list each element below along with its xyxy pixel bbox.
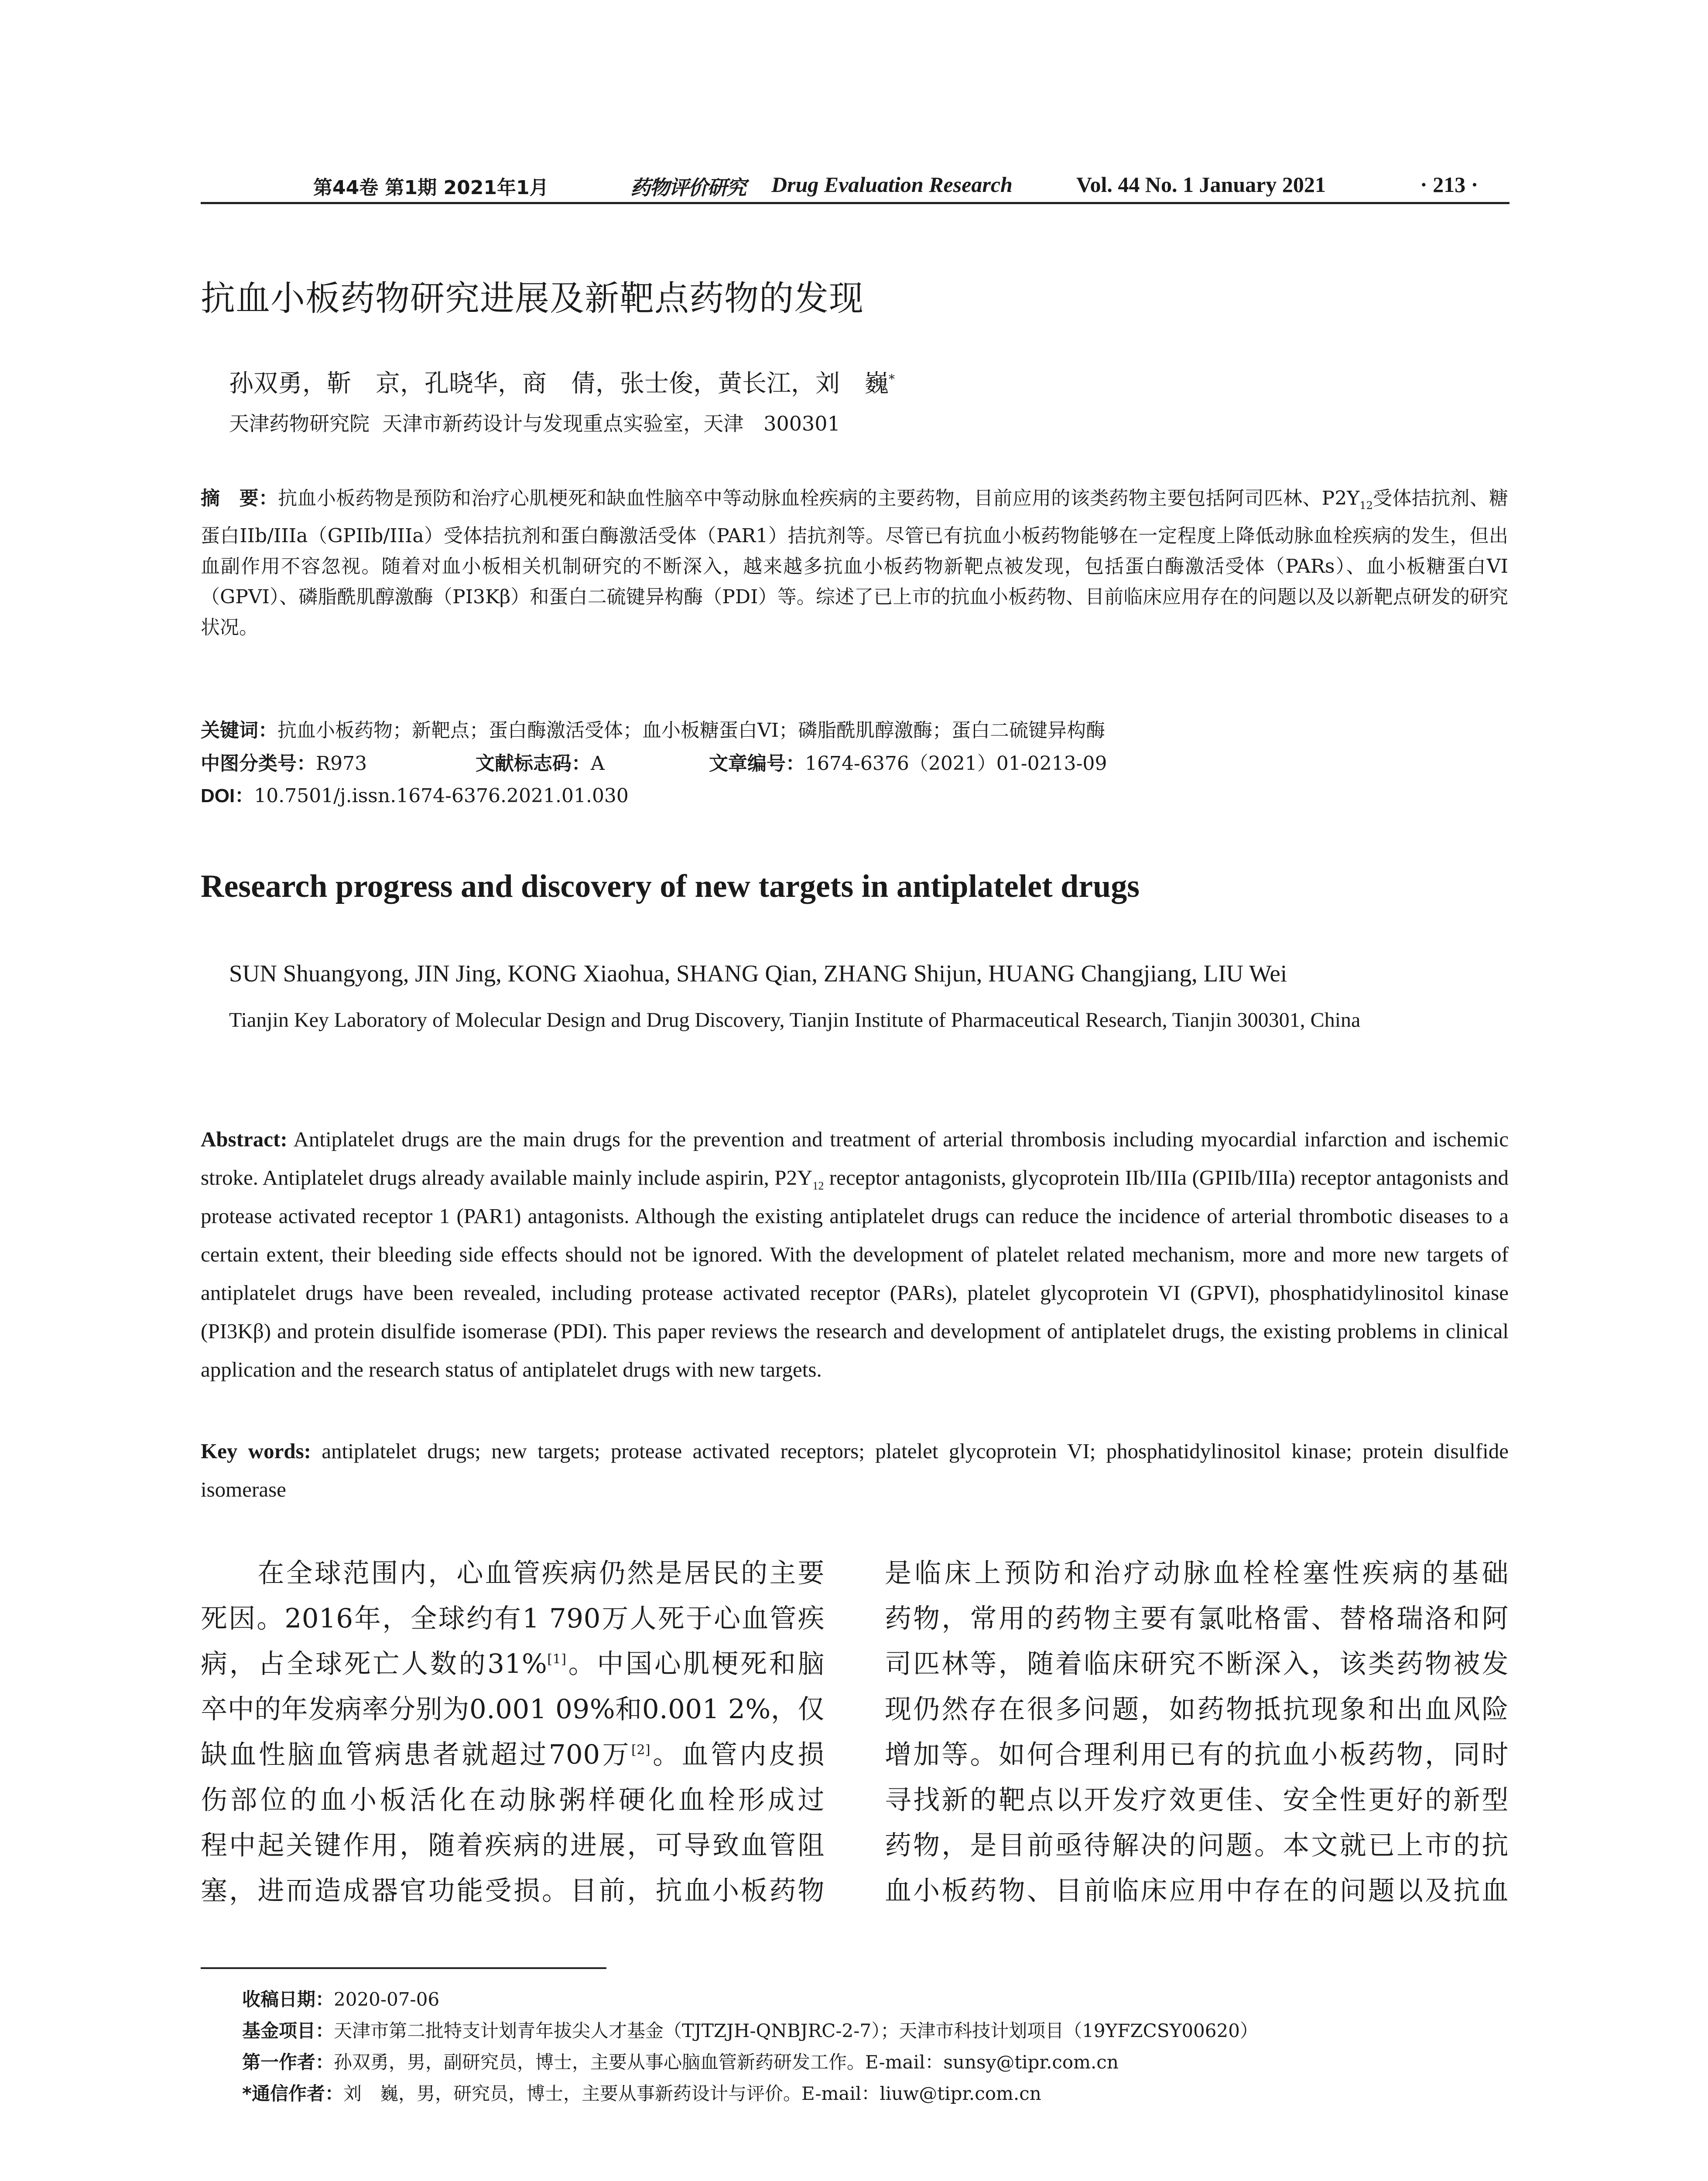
- journal-issue-zh: 第44卷 第1期 2021年1月: [313, 177, 549, 199]
- body-line: 现仍然存在很多问题，如药物抵抗现象和出血风险: [885, 1694, 1509, 1725]
- doi-line: [201, 781, 1508, 811]
- body-line: 是临床上预防和治疗动脉血栓栓塞性疾病的基础: [885, 1558, 1509, 1589]
- doi-value: 10.7501/j.issn.1674-6376.2021.01.030: [254, 785, 629, 807]
- body-text: 。中国心肌梗死和脑: [566, 1648, 825, 1679]
- footnote-text: 刘 巍，男，研究员，博士，主要从事新药设计与评价。E-mail：liuw@tipr.com.cn: [343, 2083, 1041, 2104]
- body-line: 死因。2016年，全球约有1 790万人死于心血管疾: [201, 1603, 825, 1634]
- keywords-en-text: antiplatelet drugs; new targets; protease activated receptors; platelet glycoprotein VI; phosphatidylinositol kinase; protein disulfide isomerase: [201, 1439, 1509, 1501]
- article-number-value: 1674-6376（2021）01-0213-09: [805, 752, 1107, 775]
- article-title-en: Research progress and discovery of new targets in antiplatelet drugs: [201, 868, 1140, 904]
- citation-ref: [2]: [631, 1742, 651, 1758]
- body-line: 血小板药物、目前临床应用中存在的问题以及抗血: [885, 1875, 1509, 1906]
- body-text: 缺血性脑血管病患者就超过700万: [201, 1739, 632, 1770]
- doi-label: DOI：: [201, 785, 254, 807]
- running-header: [201, 169, 1509, 204]
- abstract-en: [201, 1120, 1509, 1389]
- article-number-label: 文章编号：: [709, 752, 805, 775]
- body-line: [201, 1641, 825, 1687]
- author-list-zh: [229, 364, 895, 399]
- clc-value: R973: [316, 752, 367, 775]
- body-line: 司匹林等，随着临床研究不断深入，该类药物被发: [885, 1648, 1509, 1679]
- abstract-en-label: Abstract:: [201, 1127, 288, 1151]
- body-line: 药物，是目前亟待解决的问题。本文就已上市的抗: [885, 1830, 1509, 1861]
- footnote-text: 天津市第二批特支计划青年拔尖人才基金（TJTZJH-QNBJRC-2-7）；天津市科技计划项目（19YFZCSY00620）: [334, 2020, 1258, 2041]
- body-line: 药物，常用的药物主要有氯吡格雷、替格瑞洛和阿: [885, 1603, 1509, 1634]
- affiliation-en: Tianjin Key Laboratory of Molecular Design and Drug Discovery, Tianjin Institute of Pharmaceutical Research, Tianjin 300301, China: [229, 1008, 1361, 1032]
- abstract-en-text: Antiplatelet drugs are the main drugs for the prevention and treatment of arterial thrombosis including myocardial infarction and ischemic stroke. Antiplatelet drugs already available mainly include aspirin, P2Y: [201, 1127, 1509, 1190]
- body-line: 塞，进而造成器官功能受损。目前，抗血小板药物: [201, 1875, 825, 1906]
- affiliation-zh: 天津药物研究院 天津市新药设计与发现重点实验室，天津 300301: [229, 412, 840, 435]
- footnotes: [242, 1984, 1507, 2109]
- abstract-en-text-cont: receptor antagonists, glycoprotein IIb/IIIa (GPIIb/IIIa) receptor antagonists and protease activated receptor 1 (PAR1) antagonists. Although the existing antiplatelet drugs can reduce the incidence of arterial thrombotic diseases to a certain extent, their bleeding side effects should not be ignored. With the development of platelet related mechanism, more and more new targets of antiplatelet drugs have been revealed, including protease activated receptor (PARs), platelet glycoprotein VI (GPVI), phosphatidylinositol kinase (PI3Kβ) and protein disulfide isomerase (PDI). This paper reviews the research and development of antiplatelet drugs, the existing problems in clinical application and the research status of antiplatelet drugs with new targets.: [201, 1166, 1509, 1381]
- footnote-text: 孙双勇，男，副研究员，博士，主要从事心脑血管新药研发工作。E-mail：sunsy@tipr.com.cn: [334, 2051, 1119, 2073]
- footnote-label: 收稿日期：: [242, 1989, 334, 2010]
- body-line: 增加等。如何合理利用已有的抗血小板药物，同时: [885, 1739, 1509, 1770]
- keywords-en-label: Key words:: [201, 1439, 311, 1463]
- article-title-zh: 抗血小板药物研究进展及新靶点药物的发现: [201, 278, 864, 318]
- keywords-zh: [201, 715, 1509, 746]
- footnote-first-author: [242, 2047, 1507, 2078]
- doc-code-label: 文献标志码：: [476, 752, 591, 775]
- clc-number: [201, 749, 367, 779]
- body-line: 卒中的年发病率分别为0.001 09%和0.001 2%，仅: [201, 1694, 825, 1725]
- body-column-left: [201, 1551, 825, 1914]
- body-line: 伤部位的血小板活化在动脉粥样硬化血栓形成过: [201, 1784, 825, 1815]
- footnote-label: 第一作者：: [242, 2051, 334, 2073]
- abstract-zh-text-cont: 受体拮抗剂、糖蛋白IIb/IIIa（GPIIb/IIIa）受体拮抗剂和蛋白酶激活受体（PAR1）拮抗剂等。尽管已有抗血小板药物能够在一定程度上降低动脉血栓疾病的发生，但出血副作用不容忽视。随着对血小板相关机制研究的不断深入，越来越多抗血小板药物新靶点被发现，包括蛋白酶激活受体（PARs）、血小板糖蛋白VI（GPVI）、磷脂酰肌醇激酶（PI3Kβ）和蛋白二硫键异构酶（PDI）等。综述了已上市的抗血小板药物、目前临床应用存在的问题以及以新靶点研发的研究状况。: [201, 487, 1508, 639]
- journal-name-en: Drug Evaluation Research: [771, 172, 1013, 197]
- author-list-en: SUN Shuangyong, JIN Jing, KONG Xiaohua, SHANG Qian, ZHANG Shijun, HUANG Changjiang, LIU Wei: [229, 960, 1287, 987]
- body-text: 。血管内皮损: [650, 1739, 825, 1770]
- journal-issue-en: Vol. 44 No. 1 January 2021: [1076, 172, 1326, 197]
- body-column-right: [885, 1551, 1509, 1914]
- body-line: [201, 1732, 825, 1778]
- subscript: 12: [1359, 499, 1373, 512]
- footnote-fund: [242, 2015, 1507, 2047]
- body-line: 在全球范围内，心血管疾病仍然是居民的主要: [201, 1558, 825, 1589]
- page-number: · 213 ·: [1420, 172, 1479, 197]
- footnote-label: 基金项目：: [242, 2020, 334, 2041]
- footnote-text: 2020-07-06: [334, 1989, 440, 2010]
- keywords-en: [201, 1432, 1509, 1509]
- doc-code-value: A: [591, 752, 605, 775]
- subscript: 12: [812, 1179, 824, 1192]
- journal-logo: 药物评价研究: [630, 176, 746, 199]
- author-names-zh: 孙双勇，靳 京，孔晓华，商 倩，张士俊，黄长江，刘 巍: [229, 369, 889, 398]
- body-line: 寻找新的靶点以开发疗效更佳、安全性更好的新型: [885, 1784, 1509, 1815]
- body-text: 病，占全球死亡人数的31%: [201, 1648, 548, 1679]
- abstract-zh: [201, 483, 1508, 643]
- footnote-received: [242, 1984, 1507, 2015]
- abstract-zh-text: 抗血小板药物是预防和治疗心肌梗死和缺血性脑卒中等动脉血栓疾病的主要药物，目前应用的该类药物主要包括阿司匹林、P2Y: [278, 487, 1360, 509]
- footnote-corresponding-author: [242, 2078, 1507, 2109]
- keywords-zh-text: 抗血小板药物；新靶点；蛋白酶激活受体；血小板糖蛋白VI；磷脂酰肌醇激酶；蛋白二硫键异构酶: [277, 719, 1106, 742]
- document-code: [476, 749, 605, 779]
- clc-label: 中图分类号：: [201, 752, 316, 775]
- corresponding-author-mark: *: [889, 372, 895, 386]
- footnote-divider: [201, 1967, 606, 1969]
- keywords-zh-label: 关键词：: [201, 719, 277, 742]
- abstract-zh-label: 摘 要：: [201, 487, 278, 509]
- article-number: [709, 749, 1107, 779]
- citation-ref: [1]: [547, 1651, 567, 1667]
- body-line: 程中起关键作用，随着疾病的进展，可导致血管阻: [201, 1830, 825, 1861]
- footnote-label: *通信作者：: [242, 2083, 343, 2104]
